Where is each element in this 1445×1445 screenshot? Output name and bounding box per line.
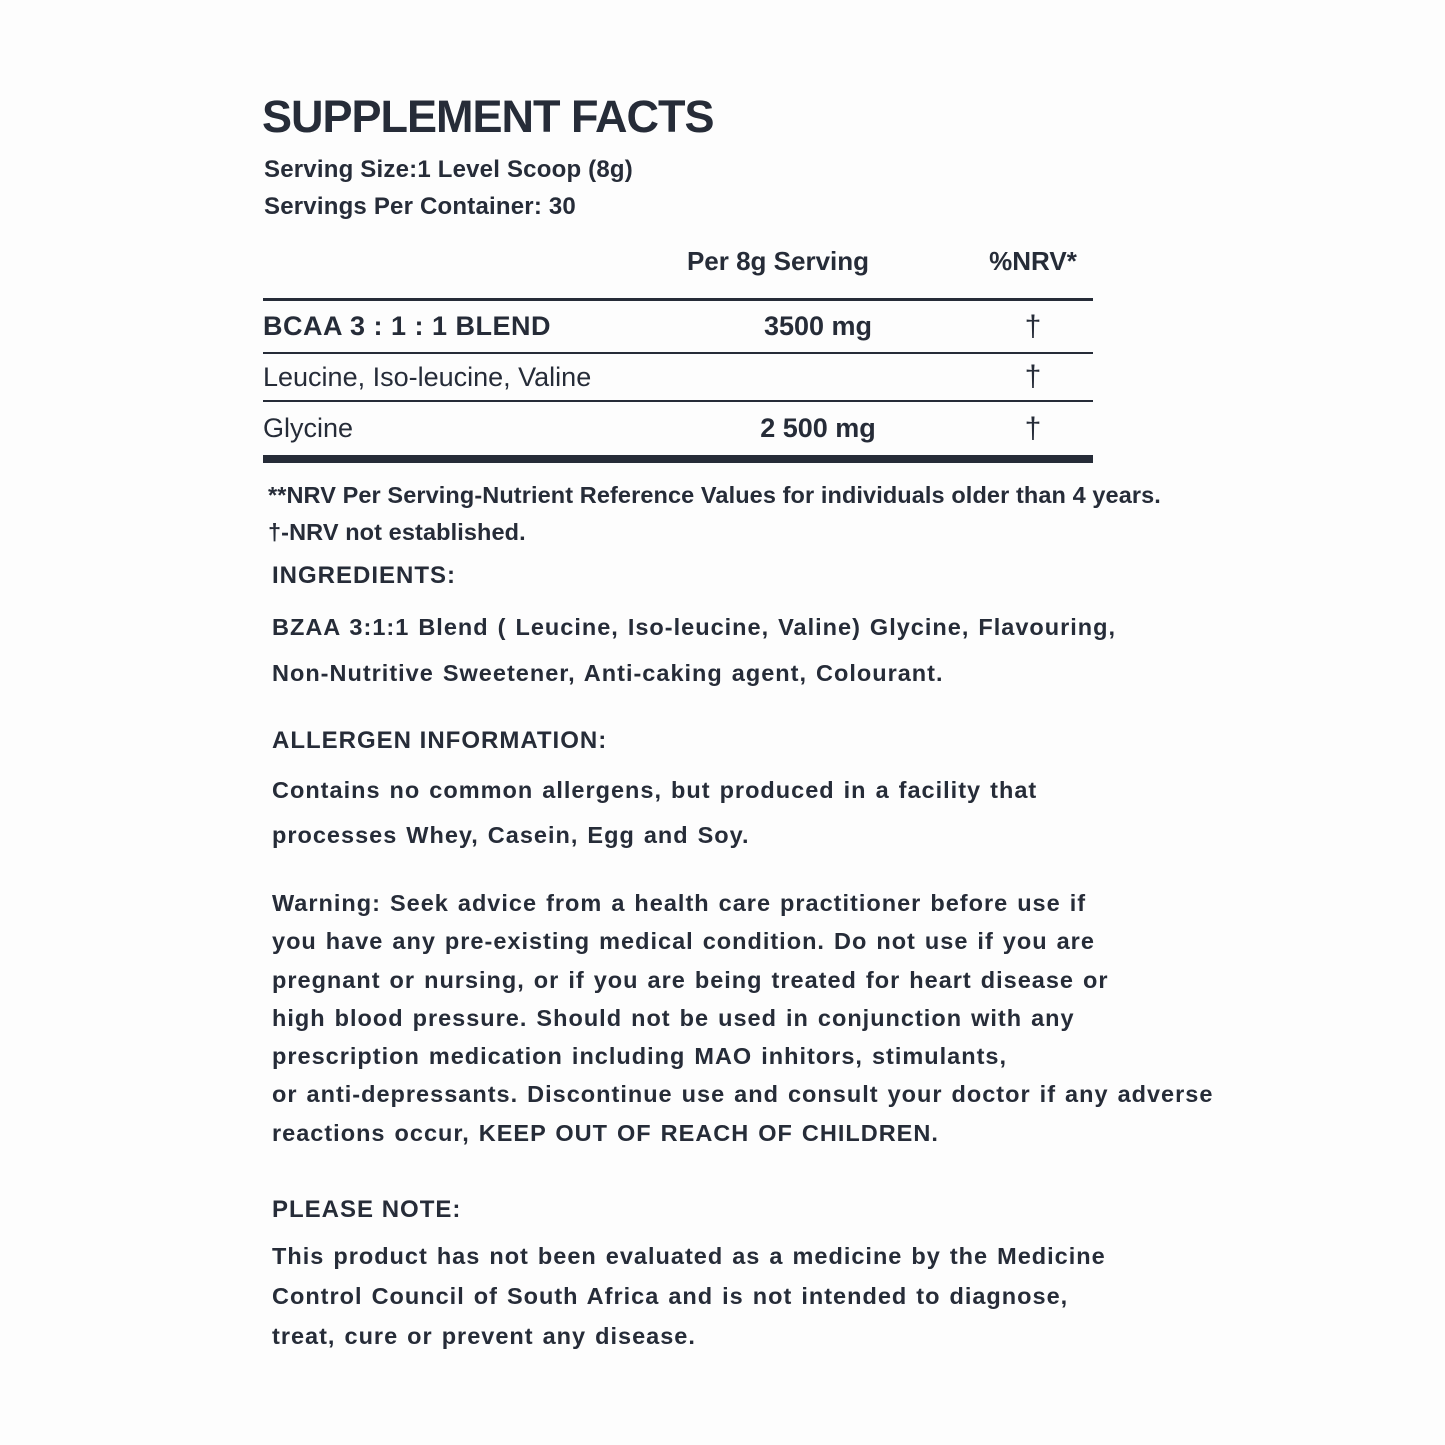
allergen-text: [272, 768, 1037, 858]
nutrient-nrv-dagger: †: [1024, 360, 1042, 393]
warning-line: you have any pre-existing medical condition. Do not use if you are: [272, 928, 1095, 955]
warning-text: [272, 884, 1213, 1152]
please-note-heading: PLEASE NOTE:: [272, 1196, 462, 1223]
ingredients-line: BZAA 3:1:1 Blend ( Leucine, Iso-leucine, Valine) Glycine, Flavouring,: [272, 614, 1117, 640]
nrv-footnote: [268, 477, 1161, 551]
warning-line: pregnant or nursing, or if you are being treated for heart disease or: [272, 966, 1109, 993]
warning-line: Warning: Seek advice from a health care practitioner before use if: [272, 890, 1087, 916]
nutrient-nrv-dagger: †: [1024, 309, 1042, 343]
nutrient-amount: 2 500 mg: [760, 413, 876, 443]
allergen-line: processes Whey, Casein, Egg and Soy.: [272, 822, 750, 848]
warning-line: high blood pressure. Should not be used in conjunction with any: [272, 1004, 1075, 1031]
column-header-per-serving: Per 8g Serving: [686, 246, 870, 276]
facts-table-header: [263, 246, 1093, 298]
allergen-heading: ALLERGEN INFORMATION:: [272, 727, 608, 754]
column-header-nrv: %NRV*: [989, 246, 1077, 276]
nutrient-nrv-dagger: †: [1024, 411, 1042, 445]
nutrient-name: BCAA 3 : 1 : 1 BLEND: [263, 311, 552, 341]
please-note-line: This product has not been evaluated as a medicine by the Medicine: [272, 1243, 1106, 1269]
servings-per-container-text: Servings Per Container: 30: [264, 193, 576, 220]
table-row-glycine: [263, 402, 1093, 455]
nrv-footnote-line: **NRV Per Serving-Nutrient Reference Values for individuals older than 4 years.: [268, 482, 1161, 508]
table-row-leucine-isoleucine-valine: [263, 354, 1093, 400]
please-note-line: Control Council of South Africa and is not intended to diagnose,: [272, 1283, 1069, 1309]
nutrient-name: Leucine, Iso-leucine, Valine: [263, 361, 592, 392]
page-title: SUPPLEMENT FACTS: [262, 91, 714, 142]
table-row-bcaa-blend: [263, 301, 1093, 352]
divider-bottom: [263, 455, 1093, 463]
please-note-text: [272, 1236, 1106, 1356]
warning-line: reactions occur, KEEP OUT OF REACH OF CHILDREN.: [272, 1119, 939, 1146]
ingredients-text: [272, 605, 1116, 696]
warning-line: prescription medication including MAO inhitors, stimulants,: [272, 1043, 1007, 1070]
ingredients-heading: INGREDIENTS:: [272, 562, 457, 589]
nutrient-name: Glycine: [263, 413, 354, 443]
allergen-line: Contains no common allergens, but produced in a facility that: [272, 777, 1038, 803]
ingredients-line: Non-Nutritive Sweetener, Anti-caking agent, Colourant.: [272, 659, 944, 686]
facts-table: [263, 246, 1093, 463]
warning-line: or anti-depressants. Discontinue use and consult your doctor if any adverse: [272, 1081, 1214, 1108]
please-note-line: treat, cure or prevent any disease.: [272, 1323, 696, 1349]
serving-size-text: Serving Size:1 Level Scoop (8g): [264, 156, 633, 183]
nutrient-amount: 3500 mg: [763, 311, 873, 341]
nrv-footnote-line: †-NRV not established.: [268, 519, 526, 545]
